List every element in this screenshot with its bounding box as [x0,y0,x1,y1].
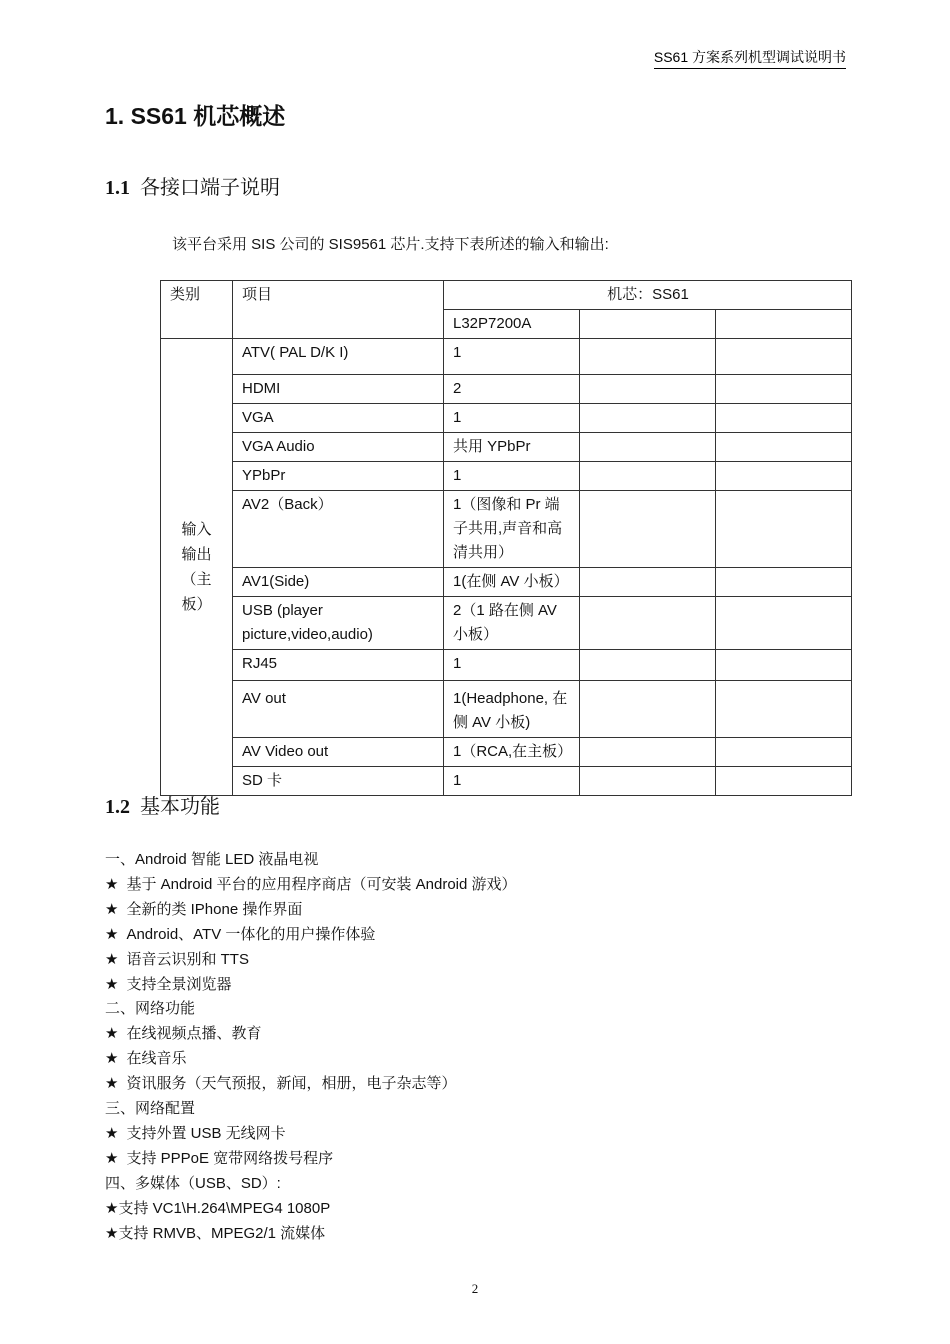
table-row [161,375,852,404]
item-cell: AV Video out [233,738,444,767]
feature-list-item [105,1197,517,1222]
value-cell: 1（图像和 Pr 端子共用,声音和高清共用） [444,491,580,568]
table-header-row [161,281,852,310]
feature-text: 四、多媒体（USB、SD）: [105,1174,281,1192]
header-chip: 机芯：SS61 [444,281,852,310]
feature-list [105,848,517,1247]
value-cell: 1 [444,339,580,375]
star-bullet-icon: ★ [105,1050,119,1068]
header-model-3 [716,310,852,339]
feature-text: 语音云识别和 TTS [126,950,249,968]
section-1-1-title: 各接口端子说明 [140,177,280,199]
empty-cell [580,650,716,681]
star-bullet-icon: ★ [105,1199,119,1217]
empty-cell [716,738,852,767]
empty-cell [716,568,852,597]
feature-list-item [105,873,517,898]
table-row [161,568,852,597]
empty-cell [580,597,716,650]
empty-cell [580,491,716,568]
star-bullet-icon: ★ [105,1224,119,1242]
table-row [161,681,852,738]
item-cell: YPbPr [233,462,444,491]
empty-cell [716,375,852,404]
header-category: 类别 [161,281,233,339]
feature-text: 支持 VC1\H.264\MPEG4 1080P [118,1199,331,1217]
feature-list-item [105,997,517,1022]
empty-cell [580,404,716,433]
item-cell: AV out [233,681,444,738]
star-bullet-icon: ★ [105,950,119,968]
section-1-1-number: 1.1 [105,177,130,199]
empty-cell [580,462,716,491]
empty-cell [716,491,852,568]
item-cell: ATV( PAL D/K I) [233,339,444,375]
value-cell: 1（RCA,在主板） [444,738,580,767]
feature-text: 支持全景浏览器 [126,975,232,993]
feature-text: 三、网络配置 [105,1100,196,1118]
empty-cell [580,681,716,738]
item-cell: RJ45 [233,650,444,681]
value-cell: 1(在侧 AV 小板） [444,568,580,597]
empty-cell [580,433,716,462]
section-1-1-heading [105,171,280,200]
feature-list-item [105,948,517,973]
star-bullet-icon: ★ [105,1075,119,1093]
page-number: 2 [471,1281,479,1296]
table-body [161,281,852,796]
feature-text: 支持 RMVB、MPEG2/1 流媒体 [118,1224,326,1242]
feature-text: 基于 Android 平台的应用程序商店（可安装 Android 游戏） [126,875,517,893]
empty-cell [716,597,852,650]
item-cell: VGA Audio [233,433,444,462]
table-row [161,462,852,491]
feature-list-item [105,973,517,998]
interface-spec-table [160,280,852,796]
value-cell: 1 [444,404,580,433]
value-cell: 共用 YPbPr [444,433,580,462]
item-cell: HDMI [233,375,444,404]
section-1-title: 1. SS61 机芯概述 [105,103,286,129]
value-cell: 1(Headphone, 在侧 AV 小板) [444,681,580,738]
feature-list-item [105,1147,517,1172]
star-bullet-icon: ★ [105,875,119,893]
feature-list-item [105,1122,517,1147]
feature-text: 一、Android 智能 LED 液晶电视 [105,851,319,868]
feature-text: 资讯服务（天气预报，新闻，相册，电子杂志等） [126,1075,457,1093]
empty-cell [580,738,716,767]
star-bullet-icon: ★ [105,1149,119,1167]
feature-text: 在线视频点播、教育 [126,1025,262,1043]
running-header: SS61 方案系列机型调试说明书 [654,47,846,69]
item-cell: SD 卡 [233,767,444,796]
feature-text: 在线音乐 [126,1050,187,1068]
empty-cell [716,404,852,433]
feature-text: Android、ATV 一体化的用户操作体验 [126,925,376,943]
table-row [161,339,852,375]
table-row [161,597,852,650]
value-cell: 1 [444,767,580,796]
feature-list-item [105,1097,517,1122]
section-1-2-number: 1.2 [105,796,130,818]
section-1-2-title: 基本功能 [140,796,220,818]
empty-cell [716,462,852,491]
empty-cell [580,339,716,375]
feature-text: 支持外置 USB 无线网卡 [126,1124,286,1142]
value-cell: 2（1 路在侧 AV 小板） [444,597,580,650]
table-row [161,738,852,767]
feature-list-item [105,848,517,873]
item-cell: AV2（Back） [233,491,444,568]
table-row [161,433,852,462]
intro-paragraph: 该平台采用 SIS 公司的 SIS9561 芯片.支持下表所述的输入和输出: [172,236,609,253]
empty-cell [716,339,852,375]
item-cell: VGA [233,404,444,433]
table-row [161,767,852,796]
empty-cell [580,767,716,796]
star-bullet-icon: ★ [105,900,119,918]
star-bullet-icon: ★ [105,1124,119,1142]
star-bullet-icon: ★ [105,925,119,943]
empty-cell [580,568,716,597]
header-item: 项目 [233,281,444,339]
feature-list-item [105,1047,517,1072]
header-model-2 [580,310,716,339]
empty-cell [716,681,852,738]
feature-list-item [105,1072,517,1097]
feature-list-item [105,923,517,948]
section-1-2-heading [105,790,220,819]
feature-text: 二、网络功能 [105,1000,196,1018]
empty-cell [716,433,852,462]
empty-cell [716,650,852,681]
value-cell: 1 [444,650,580,681]
item-cell: USB (player picture,video,audio) [233,597,444,650]
value-cell: 1 [444,462,580,491]
empty-cell [580,375,716,404]
table-row [161,491,852,568]
item-cell: AV1(Side) [233,568,444,597]
star-bullet-icon: ★ [105,975,119,993]
feature-list-item [105,1222,517,1247]
feature-list-item [105,1022,517,1047]
feature-list-item [105,898,517,923]
table-row [161,404,852,433]
feature-text: 全新的类 IPhone 操作界面 [126,900,303,918]
feature-list-item [105,1172,517,1197]
star-bullet-icon: ★ [105,1025,119,1043]
table-row [161,650,852,681]
value-cell: 2 [444,375,580,404]
category-io-mainboard: 输入输出（主板） [161,339,233,796]
header-model-1: L32P7200A [444,310,580,339]
feature-text: 支持 PPPoE 宽带网络拨号程序 [126,1149,334,1167]
empty-cell [716,767,852,796]
